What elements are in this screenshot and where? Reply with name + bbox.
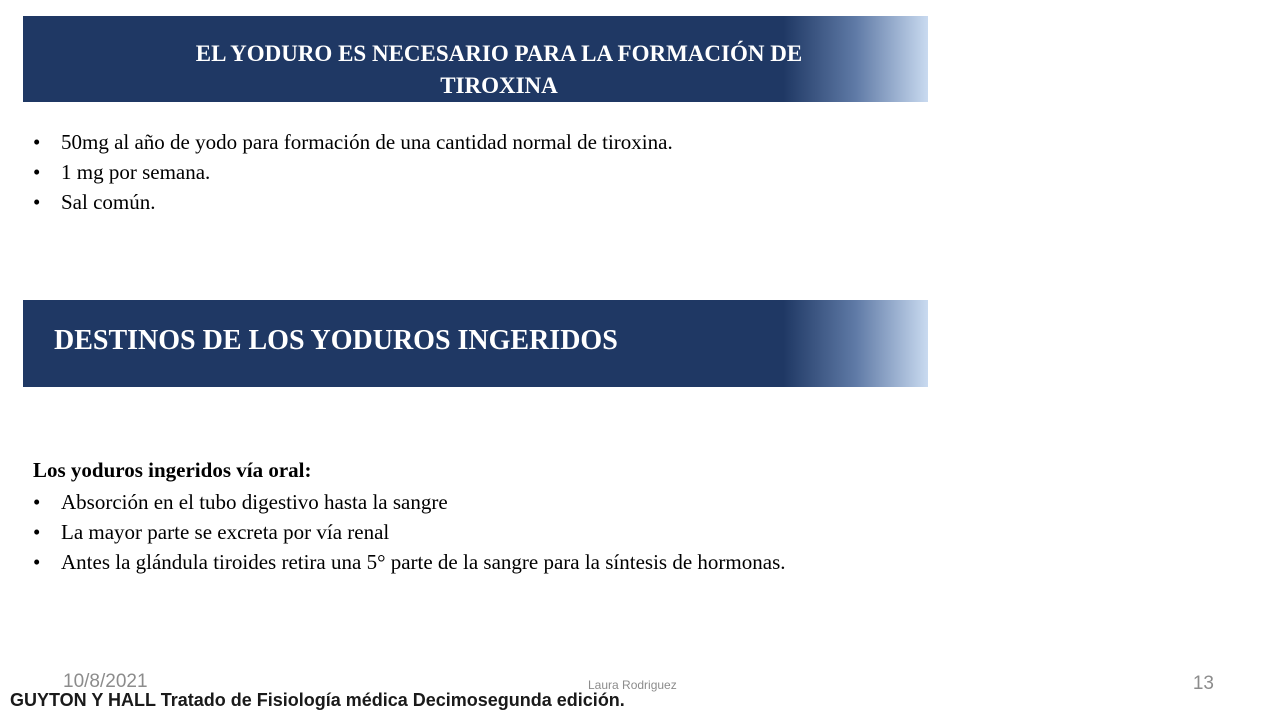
oral-iodide-subheading: Los yoduros ingeridos vía oral: xyxy=(33,458,312,482)
bibliographic-reference: GUYTON Y HALL Tratado de Fisiología médica Decimosegunda edición. xyxy=(10,690,625,710)
list-item: • 1 mg por semana. xyxy=(33,157,673,187)
list-item: • Sal común. xyxy=(33,187,673,217)
section-title-iodide-necessary xyxy=(23,38,975,102)
list-item: • Absorción en el tubo digestivo hasta la sangre xyxy=(33,487,863,517)
section-title-iodide-destinations: DESTINOS DE LOS YODUROS INGERIDOS xyxy=(54,325,618,356)
title-banner-iodide-destinations xyxy=(23,300,928,387)
list-item: • La mayor parte se excreta por vía renal xyxy=(33,517,863,547)
slide-author: Laura Rodriguez xyxy=(588,678,677,692)
iodide-destinations-list xyxy=(33,487,863,577)
title-banner-iodide-necessary xyxy=(23,16,928,102)
slide-date: 10/8/2021 xyxy=(63,671,148,692)
iodide-requirements-list xyxy=(33,127,673,217)
slide-page-number: 13 xyxy=(1192,673,1214,694)
section-title-line-1: EL YODURO ES NECESARIO PARA LA FORMACIÓN DE xyxy=(195,41,803,66)
list-item: • 50mg al año de yodo para formación de una cantidad normal de tiroxina. xyxy=(33,127,673,157)
list-item: • Antes la glándula tiroides retira una 5° parte de la sangre para la síntesis de hormonas. xyxy=(33,547,863,577)
section-title-line-2: TIROXINA xyxy=(440,73,558,98)
